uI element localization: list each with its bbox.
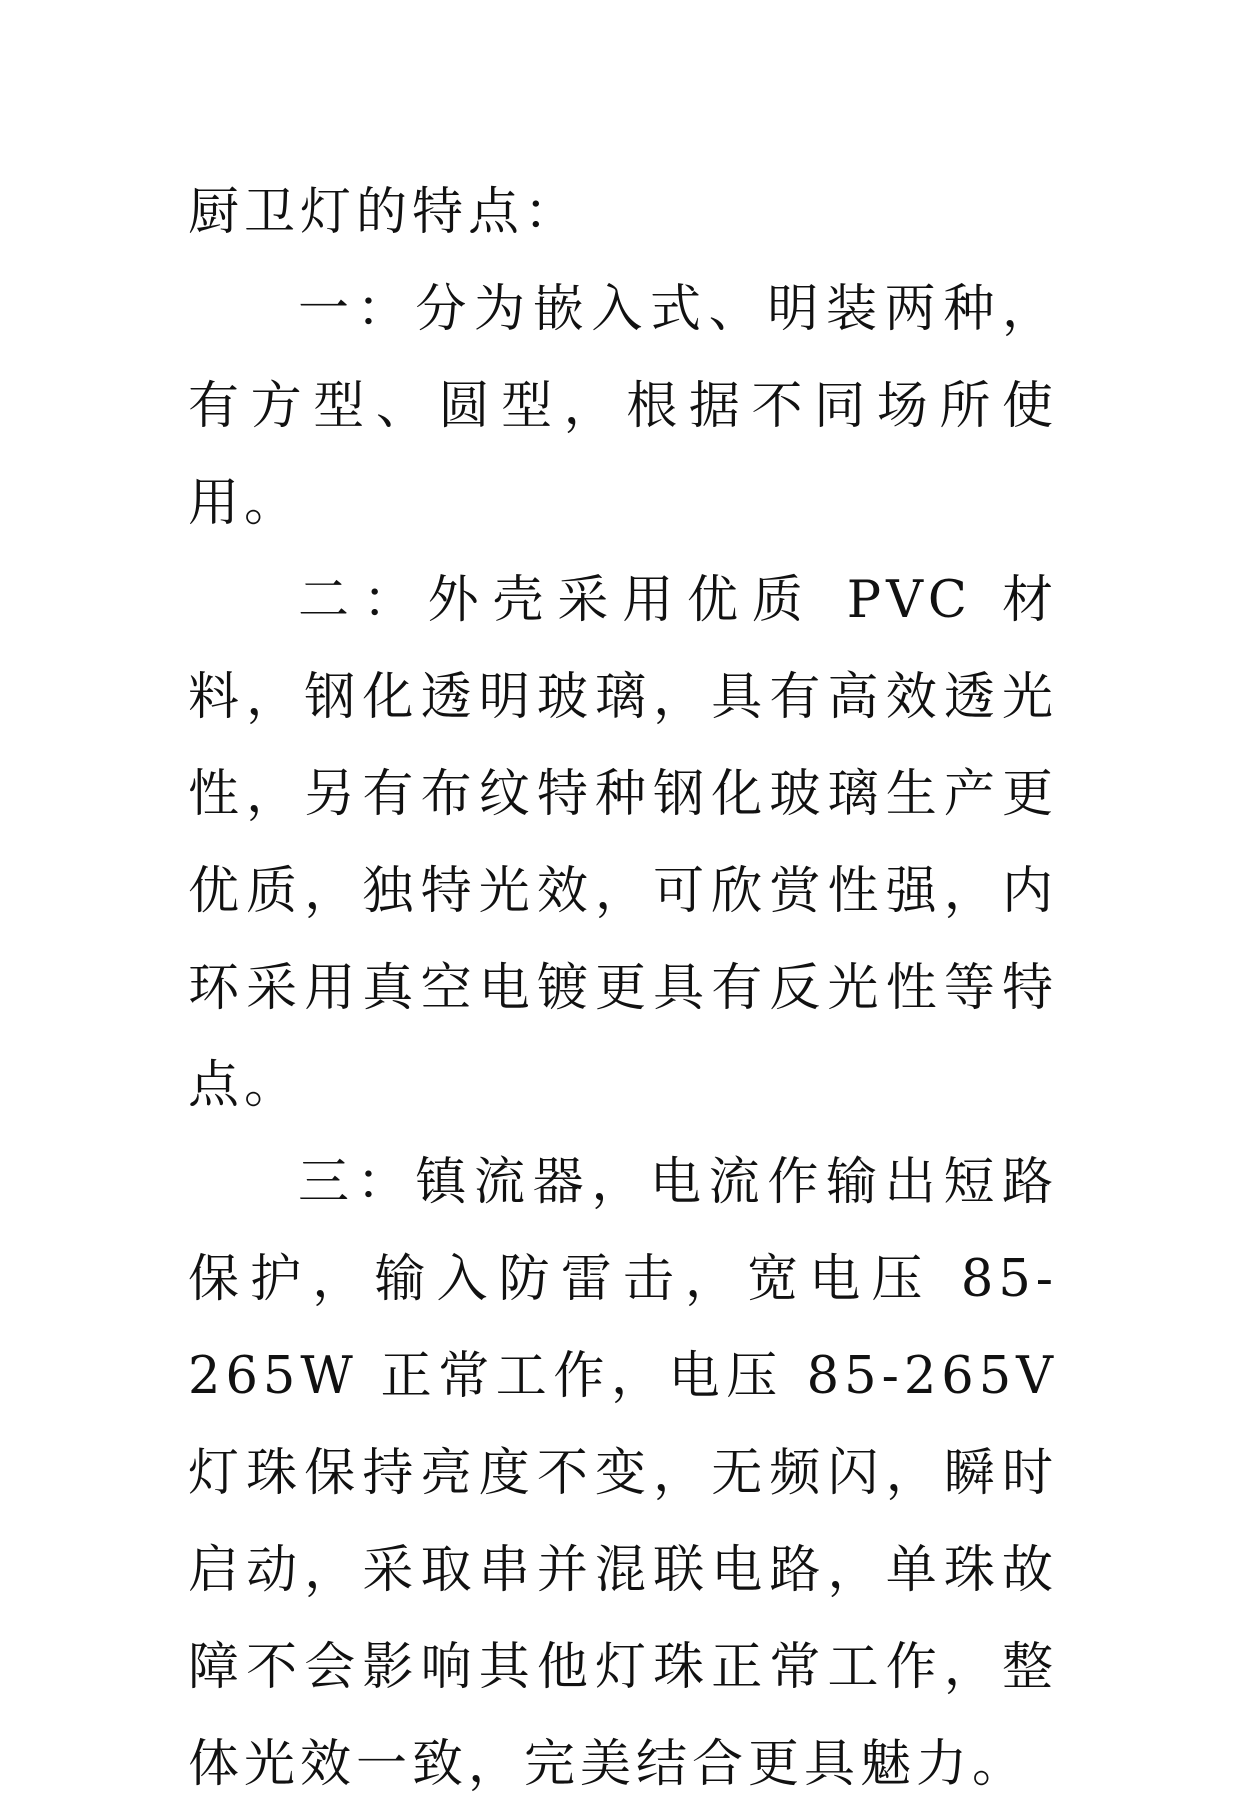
paragraph-3: 三：镇流器，电流作输出短路保护，输入防雷击，宽电压 85-265W 正常工作，电压 85-265V 灯珠保持亮度不变，无频闪，瞬时启动，采取串并混联电路，单珠故障不会影响其他灯珠正常工作，整体光效一致，完美结合更具魅力。 bbox=[188, 1153, 1058, 1794]
paragraph-1: 一：分为嵌入式、明装两种，有方型、圆型，根据不同场所使用。 bbox=[188, 280, 1058, 533]
document-heading: 厨卫灯的特点： bbox=[188, 183, 581, 242]
document-body bbox=[188, 164, 1058, 1813]
paragraph-2: 二：外壳采用优质 PVC 材料，钢化透明玻璃，具有高效透光性，另有布纹特种钢化玻璃生产更优质，独特光效，可欣赏性强，内环采用真空电镀更具有反光性等特点。 bbox=[188, 571, 1058, 1115]
